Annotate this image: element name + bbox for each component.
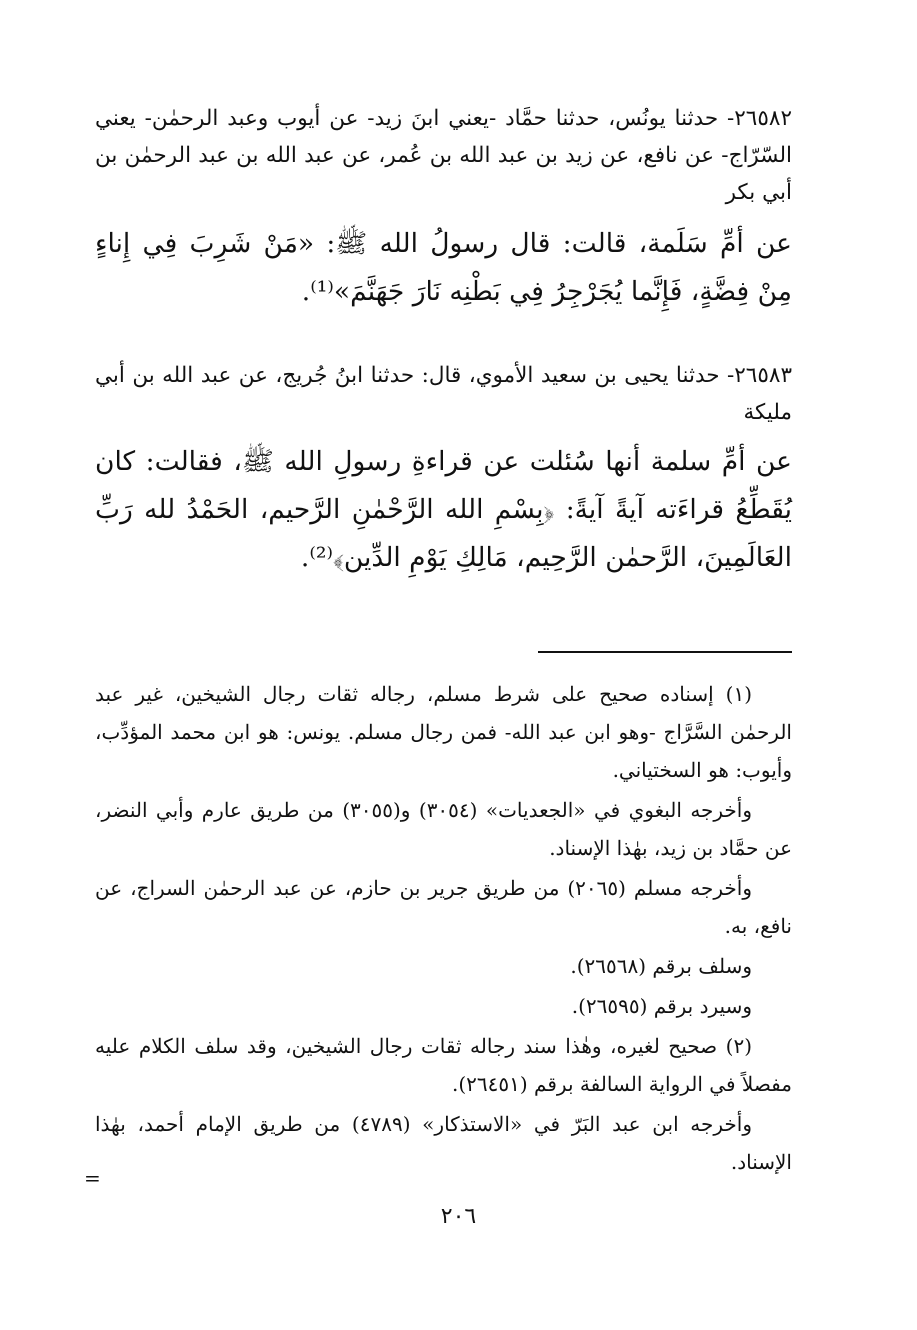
footnote-2-takhrij-ibn-abd-al-barr: وأخرجه ابن عبد البَرّ في «الاستذكار» (٤٧٨٩) من طريق الإمام أحمد، بهٰذا الإسناد. [95,1112,792,1174]
footnote-separator [538,651,792,653]
footnote-1-cross-ref-previous: وسلف برقم (٢٦٥٦٨). [570,954,752,978]
footnote-1-takhrij-muslim: وأخرجه مسلم (٢٠٦٥) من طريق جرير بن حازم، عن عبد الرحمٰن السراج، عن نافع، به. [95,876,792,938]
footnote-1: (١) إسناده صحيح على شرط مسلم، رجاله ثقات رجال الشيخين، غير عبد الرحمٰن السَّرَّاج -وهو ابن عبد الله- فمن رجال مسلم. يونس: هو ابن محمد المؤدِّب، وأيوب: هو السختياني. [95,682,792,782]
hadith-26583-isnad: ٢٦٥٨٣- حدثنا يحيى بن سعيد الأموي، قال: حدثنا ابنُ جُريج، عن عبد الله بن أبي مليكة [95,363,792,425]
hadith-26582 [95,100,792,316]
page-number: ٢٠٦ [440,1204,477,1229]
footnote-2: (٢) صحيح لغيره، وهٰذا سند رجاله ثقات رجال الشيخين، وقد سلف الكلام عليه مفصلاً في الرواية السالفة برقم (٢٦٤٥١). [95,1034,792,1096]
footnotes [95,675,792,1183]
footnote-continuation-mark: = [84,1166,101,1190]
hadith-26583-matn: عن أمِّ سلمة أنها سُئلت عن قراءةِ رسولِ الله ﷺ، فقالت: كان يُقَطِّعُ قراءَته آيةً آيةً: ﴿بِسْمِ الله الرَّحْمٰنِ الرَّحيم، الحَمْدُ لله رَبِّ العَالَمِينَ، الرَّحمٰن الرَّحِيم، مَالِكِ يَوْمِ الدِّين﴾⁽²⁾. [95,446,792,573]
hadith-26582-matn: عن أمِّ سَلَمة، قالت: قال رسولُ الله ﷺ: «مَنْ شَرِبَ فِي إِناءٍ مِنْ فِضَّةٍ، فَإِنَّما يُجَرْجِرُ فِي بَطْنِه نَارَ جَهَنَّمَ»⁽¹⁾. [95,228,792,307]
hadith-26582-isnad: ٢٦٥٨٢- حدثنا يونُس، حدثنا حمَّاد -يعني ابنَ زيد- عن أيوب وعبد الرحمٰن- يعني السّرّاج- عن نافع، عن زيد بن عبد الله بن عُمر، عن عبد الله بن عبد الرحمٰن بن أبي بكر [95,106,792,205]
footnote-1-takhrij-baghawi: وأخرجه البغوي في «الجعديات» (٣٠٥٤) و(٣٠٥٥) من طريق عارم وأبي النضر، عن حمَّاد بن زيد، بهٰذا الإسناد. [95,798,792,860]
footnote-1-cross-ref-next: وسيرد برقم (٢٦٥٩٥). [571,994,752,1018]
hadith-26583 [95,357,792,582]
